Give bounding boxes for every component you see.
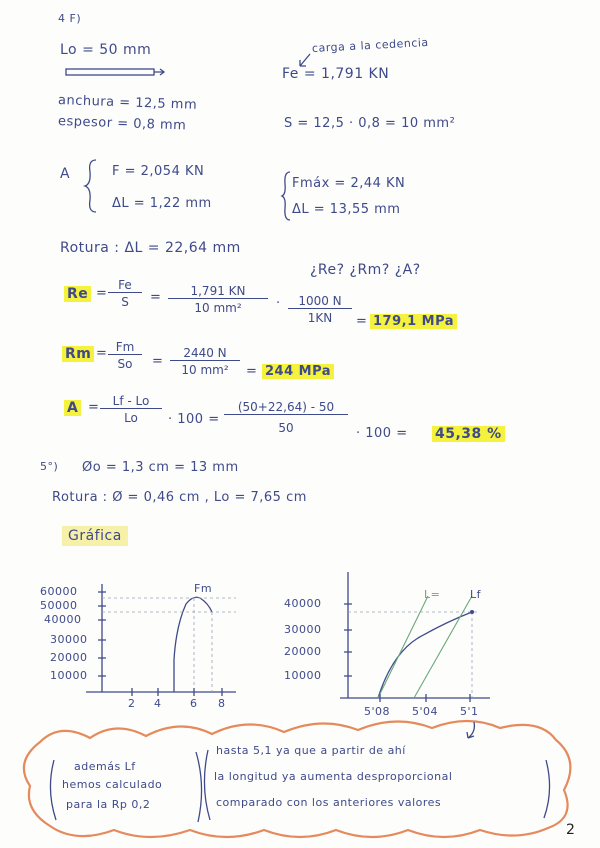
re-result: 179,1 MPa [370,314,457,329]
a-times-1: · 100 = [168,412,220,427]
chart-left-peak-label: Fm [194,582,213,595]
note-left-line-2: hemos calculado [62,778,163,791]
chart-right-ytick-1: 30000 [284,623,322,636]
re-equals-2: = [150,290,162,305]
chart-left-xtick-2: 6 [190,697,198,710]
chart-left-ytick-5: 10000 [50,669,88,682]
break-elongation: Rotura : ΔL = 22,64 mm [60,240,241,256]
chart-right-top-label-0: L= [424,588,441,601]
chart-left-ytick-2: 40000 [44,613,82,626]
section-number: 4 F) [58,12,82,25]
chart-left-xtick-0: 2 [128,697,136,710]
max-elongation: ΔL = 13,55 mm [292,202,401,217]
chart-right-top-label-1: Lf [470,588,482,601]
a-label: A [64,400,81,416]
chart-right-xtick-1: 5'04 [412,705,439,718]
re-equals: = [96,286,108,301]
yield-load-note: carga a la cedencia [311,35,429,55]
note-right-line-1: hasta 5,1 ya que a partir de ahí [216,744,406,757]
rm-result: 244 MPa [262,364,334,379]
note-right-line-3: comparado con los anteriores valores [216,796,442,809]
part5-number: 5°) [40,460,59,473]
chart-left-ytick-3: 30000 [50,633,88,646]
re-label: Re [64,286,91,302]
area-value: S = 12,5 · 0,8 = 10 mm² [284,116,456,131]
chart-left-ytick-4: 20000 [50,651,88,664]
re-fraction-2: $\frac{1,791 KN}{\text{10 mm²}}$ [168,284,268,315]
rm-fraction-1: $\frac{Fm}{So}$ [108,340,142,371]
re-fraction-3: $\frac{1000 N}{1KN}$ [288,294,352,325]
chart-right-xtick-0: 5'08 [364,705,391,718]
rm-label: Rm [62,346,94,362]
width-value: anchura = 12,5 mm [57,93,198,113]
note-right-line-2: la longitud ya aumenta desproporcional [214,770,453,783]
break-diameter: Rotura : Ø = 0,46 cm , Lo = 7,65 cm [52,490,307,505]
chart-left-ytick-0: 60000 [40,585,78,598]
point-a-label: A [60,166,71,182]
chart-right-xtick-2: 5'1 [460,705,479,718]
re-times: · [276,296,281,311]
a-equals: = [88,400,100,415]
rm-equals-2: = [152,354,164,369]
chart-right-ytick-0: 40000 [284,597,322,610]
thickness-value: espesor = 0,8 mm [57,114,187,134]
chart-left-xtick-1: 4 [154,697,162,710]
chart-left-ytick-1: 50000 [40,599,78,612]
yield-force: Fe = 1,791 KN [282,66,390,82]
note-left-line-1: además Lf [74,760,136,773]
a-result: 45,38 % [432,426,505,442]
point-a-elongation: ΔL = 1,22 mm [112,196,212,211]
chart-right-ytick-3: 10000 [284,669,322,682]
chart-right-ytick-2: 20000 [284,645,322,658]
page-number: 2 [566,822,576,838]
initial-diameter: Øo = 1,3 cm = 13 mm [82,460,239,475]
a-fraction-1: $\frac{Lf - Lo}{Lo}$ [100,394,162,425]
question-text: ¿Re? ¿Rm? ¿A? [310,262,421,278]
a-fraction-2: $\frac{(50+22,64) - 50}{50}$ [224,400,348,435]
rm-fraction-2: $\frac{2440 N}{\text{10 mm²}}$ [170,346,240,377]
rm-equals: = [96,346,108,361]
max-force: Fmáx = 2,44 KN [292,176,406,191]
graph-title: Gráfica [62,526,128,546]
initial-length: Lo = 50 mm [60,42,152,58]
point-a-force: F = 2,054 KN [112,164,205,179]
chart-left-xtick-3: 8 [218,697,226,710]
re-equals-3: = [356,314,368,329]
note-left-line-3: para la Rp 0,2 [66,798,151,811]
a-times-2: · 100 = [356,426,408,441]
rm-equals-3: = [246,364,258,379]
re-fraction-1: $\frac{Fe}{S}$ [108,278,142,309]
